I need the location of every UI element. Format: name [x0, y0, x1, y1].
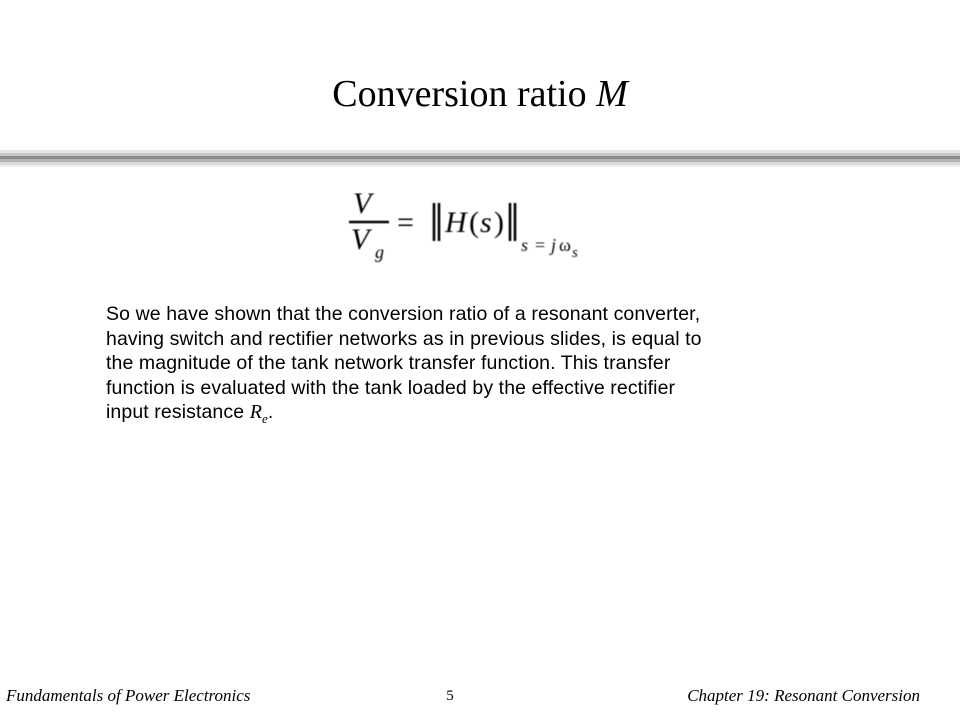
svg-text:): ) [494, 206, 504, 239]
svg-text:(: ( [469, 206, 479, 239]
slide-title [0, 72, 960, 116]
body-line-5 [106, 400, 846, 432]
divider-band-6 [0, 165, 960, 167]
svg-text:s: s [521, 235, 529, 255]
footer-chapter-title: Chapter 19: Resonant Conversion [687, 686, 920, 705]
re-symbol-subscript: e [262, 411, 268, 426]
svg-text:V: V [351, 223, 370, 256]
svg-text:j: j [551, 235, 557, 255]
svg-text:H: H [445, 206, 467, 239]
title-text: Conversion ratio [332, 73, 597, 115]
body-line-3: the magnitude of the tank network transfer function. This transfer [106, 352, 671, 374]
body-line-2: having switch and rectifier networks as in previous slides, is equal to [106, 327, 702, 350]
svg-text:=: = [535, 235, 546, 255]
body-paragraph [106, 302, 846, 432]
svg-text:ω: ω [559, 235, 571, 255]
footer-page-number: 5 [446, 688, 454, 704]
body-line-1: So we have shown that the conversion ratio of a resonant converter, [106, 303, 701, 325]
svg-text:g: g [375, 242, 384, 262]
body-line-5-text: input resistance [106, 401, 250, 423]
conversion-ratio-equation [345, 185, 625, 265]
effective-resistance-symbol [249, 401, 268, 426]
title-variable: M [596, 73, 628, 115]
svg-text:s: s [572, 245, 578, 261]
title-divider [0, 150, 960, 170]
body-line-5-end: . [267, 401, 274, 423]
footer-book-title: Fundamentals of Power Electronics [6, 686, 251, 705]
svg-text:=: = [397, 206, 414, 239]
svg-text:s: s [480, 206, 492, 239]
equation-graphic [345, 185, 625, 265]
body-line-4: function is evaluated with the tank loaded by the effective rectifier [106, 376, 676, 399]
svg-text:V: V [353, 187, 372, 220]
re-symbol-base: R [249, 401, 263, 423]
